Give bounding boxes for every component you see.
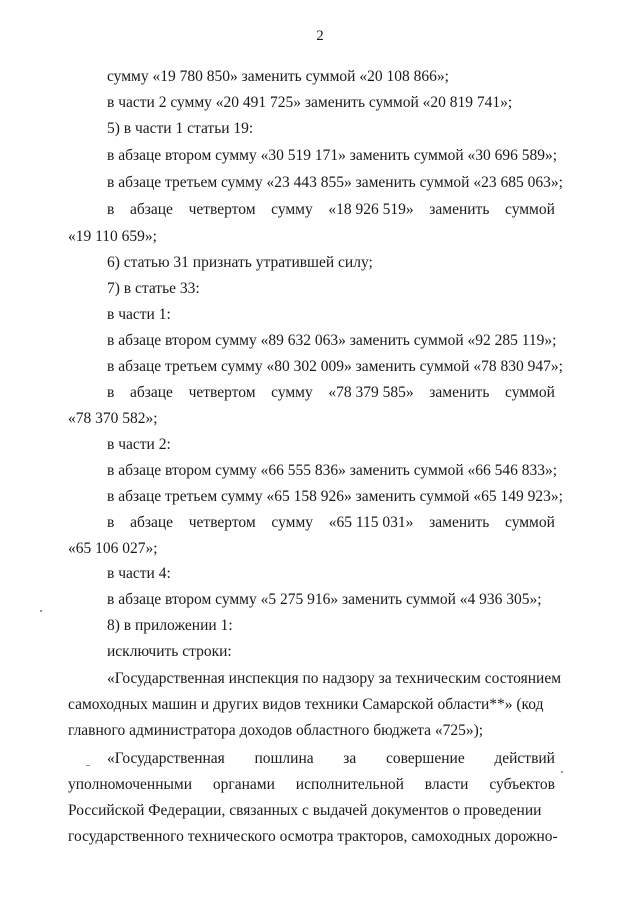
- text-line: в части 1:: [107, 306, 171, 323]
- text-line: Российской Федерации, связанных с выдачей документов о проведении: [68, 802, 542, 819]
- text-line: «19 110 659»;: [68, 228, 157, 245]
- text-line: 6) статью 31 признать утратившей силу;: [107, 254, 373, 271]
- word: сумму: [271, 384, 313, 401]
- word: четвертом: [188, 201, 256, 218]
- text-line: исключить строки:: [107, 643, 232, 660]
- word: абзаце: [129, 201, 173, 218]
- page-number: 2: [316, 28, 324, 44]
- text-line: в абзаце втором сумму «89 632 063» заменить суммой «92 285 119»;: [107, 332, 557, 349]
- word: заменить: [429, 514, 490, 531]
- text-line: в абзаце третьем сумму «80 302 009» заменить суммой «78 830 947»;: [107, 358, 563, 375]
- word: суммой: [505, 514, 555, 531]
- justified-line: [107, 748, 555, 770]
- word: в: [107, 384, 115, 401]
- word: абзаце: [130, 514, 174, 531]
- word: четвертом: [188, 384, 256, 401]
- word: «65 115 031»: [328, 514, 414, 531]
- justified-line: [107, 512, 555, 534]
- word: «78 379 585»: [328, 384, 414, 401]
- justified-line: [107, 382, 555, 404]
- text-line: «78 370 582»;: [68, 410, 158, 427]
- word: «18 926 519»: [328, 201, 414, 218]
- justified-line: [107, 199, 555, 221]
- word: субъектов: [489, 776, 555, 793]
- word: абзаце: [129, 384, 173, 401]
- text-line: главного администратора доходов областного бюджета «725»);: [68, 722, 484, 739]
- word: органами: [212, 776, 275, 793]
- word: власти: [424, 776, 469, 793]
- word: в: [107, 201, 115, 218]
- text-line: государственного технического осмотра тракторов, самоходных дорожно-: [68, 828, 558, 845]
- scan-speck: [40, 610, 42, 612]
- text-line: в части 2:: [107, 436, 171, 453]
- word: «Государственная: [107, 750, 225, 767]
- word: в: [107, 514, 115, 531]
- word: действий: [494, 750, 555, 767]
- word: исполнительной: [295, 776, 404, 793]
- word: четвертом: [188, 514, 256, 531]
- word: сумму: [271, 514, 314, 531]
- text-line: 8) в приложении 1:: [107, 617, 233, 634]
- word: совершение: [385, 750, 465, 767]
- word: суммой: [505, 201, 555, 218]
- text-line: 7) в статье 33:: [107, 280, 200, 297]
- text-line: 5) в части 1 статьи 19:: [107, 120, 254, 137]
- text-line: в абзаце втором сумму «30 519 171» заменить суммой «30 696 589»;: [107, 147, 558, 164]
- word: уполномоченными: [68, 776, 193, 793]
- word: пошлина: [254, 750, 314, 767]
- word: за: [343, 750, 357, 767]
- text-line: в части 2 сумму «20 491 725» заменить суммой «20 819 741»;: [107, 94, 513, 111]
- text-line: сумму «19 780 850» заменить суммой «20 108 866»;: [107, 68, 449, 85]
- text-line: в абзаце третьем сумму «23 443 855» заменить суммой «23 685 063»;: [107, 174, 563, 191]
- scan-speck: [561, 771, 563, 773]
- justified-line: [68, 774, 555, 796]
- text-line: «Государственная инспекция по надзору за техническим состоянием: [107, 670, 562, 687]
- text-line: самоходных машин и других видов техники Самарской области**» (код: [68, 696, 544, 713]
- text-line: в части 4:: [107, 565, 171, 582]
- text-line: в абзаце третьем сумму «65 158 926» заменить суммой «65 149 923»;: [107, 488, 563, 505]
- text-line: «65 106 027»;: [68, 540, 158, 557]
- text-line: в абзаце втором сумму «5 275 916» заменить суммой «4 936 305»;: [107, 591, 542, 608]
- word: сумму: [271, 201, 313, 218]
- word: заменить: [429, 201, 490, 218]
- text-line: в абзаце втором сумму «66 555 836» заменить суммой «66 546 833»;: [107, 462, 558, 479]
- scan-speck: [86, 765, 90, 766]
- word: заменить: [429, 384, 490, 401]
- word: суммой: [505, 384, 555, 401]
